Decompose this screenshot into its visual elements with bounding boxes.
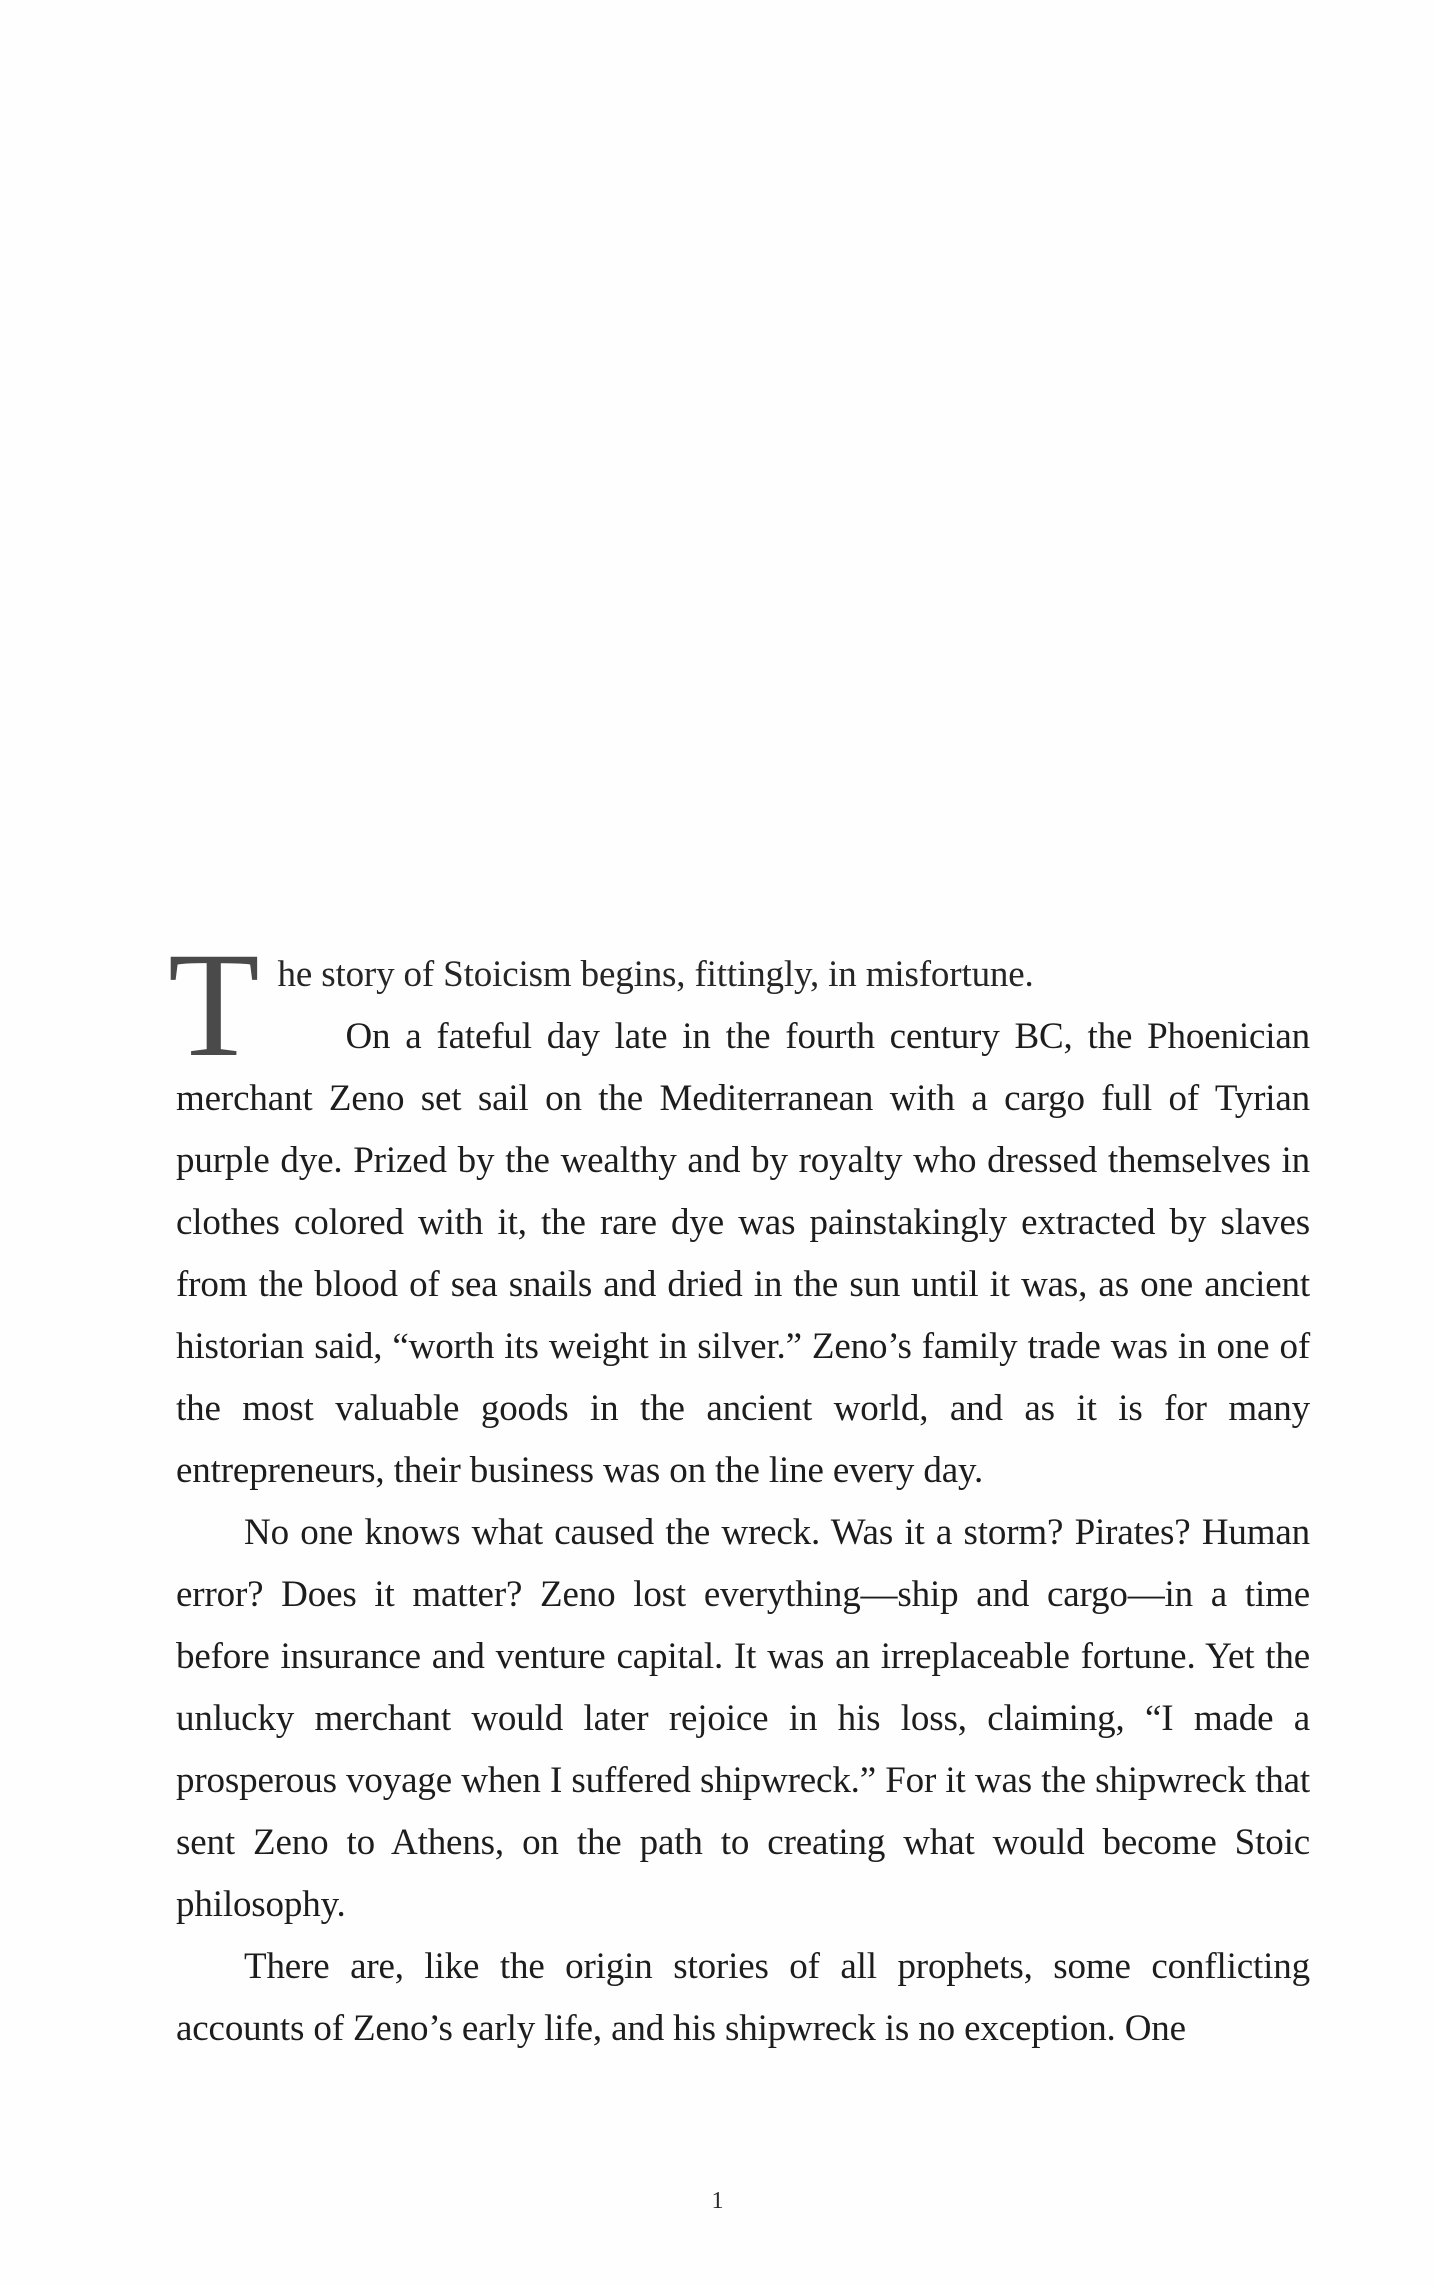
drop-cap: T: [168, 922, 260, 1088]
paragraph-shipwreck: No one knows what caused the wreck. Was it a storm? Pirates? Human error? Does it matter? Zeno lost everything—ship and cargo—in a time before insurance and venture capital. It was an irreplaceable fortune. Yet the unlucky merchant would later rejoice in his loss, claiming, “I made a prosperous voyage when I suffered shipwreck.” For it was the shipwreck that sent Zeno to Athens, on the path to creating what would become Stoic philosophy.: [176, 1512, 1310, 1925]
paragraph-zeno-voyage: On a fateful day late in the fourth century BC, the Phoenician merchant Zeno set sail on the Mediterranean with a cargo full of Tyrian purple dye. Prized by the wealthy and by royalty who dressed themselves in clothes colored with it, the rare dye was painstakingly extracted by slaves from the blood of sea snails and dried in the sun until it was, as one ancient historian said, “worth its weight in silver.” Zeno’s family trade was in one of the most valuable goods in the ancient world, and as it is for many entrepreneurs, their business was on the line every day.: [176, 1016, 1310, 1491]
page-number: 1: [711, 2188, 724, 2214]
opening-line: he story of Stoicism begins, fittingly, in misfortune.: [277, 954, 1034, 995]
opening-paragraph: [168, 922, 1310, 1088]
paragraph-origin-accounts: There are, like the origin stories of all prophets, some conflicting accounts of Zeno’s early life, and his shipwreck is no exception. One: [176, 1946, 1310, 2049]
body-text: [168, 922, 1310, 2060]
